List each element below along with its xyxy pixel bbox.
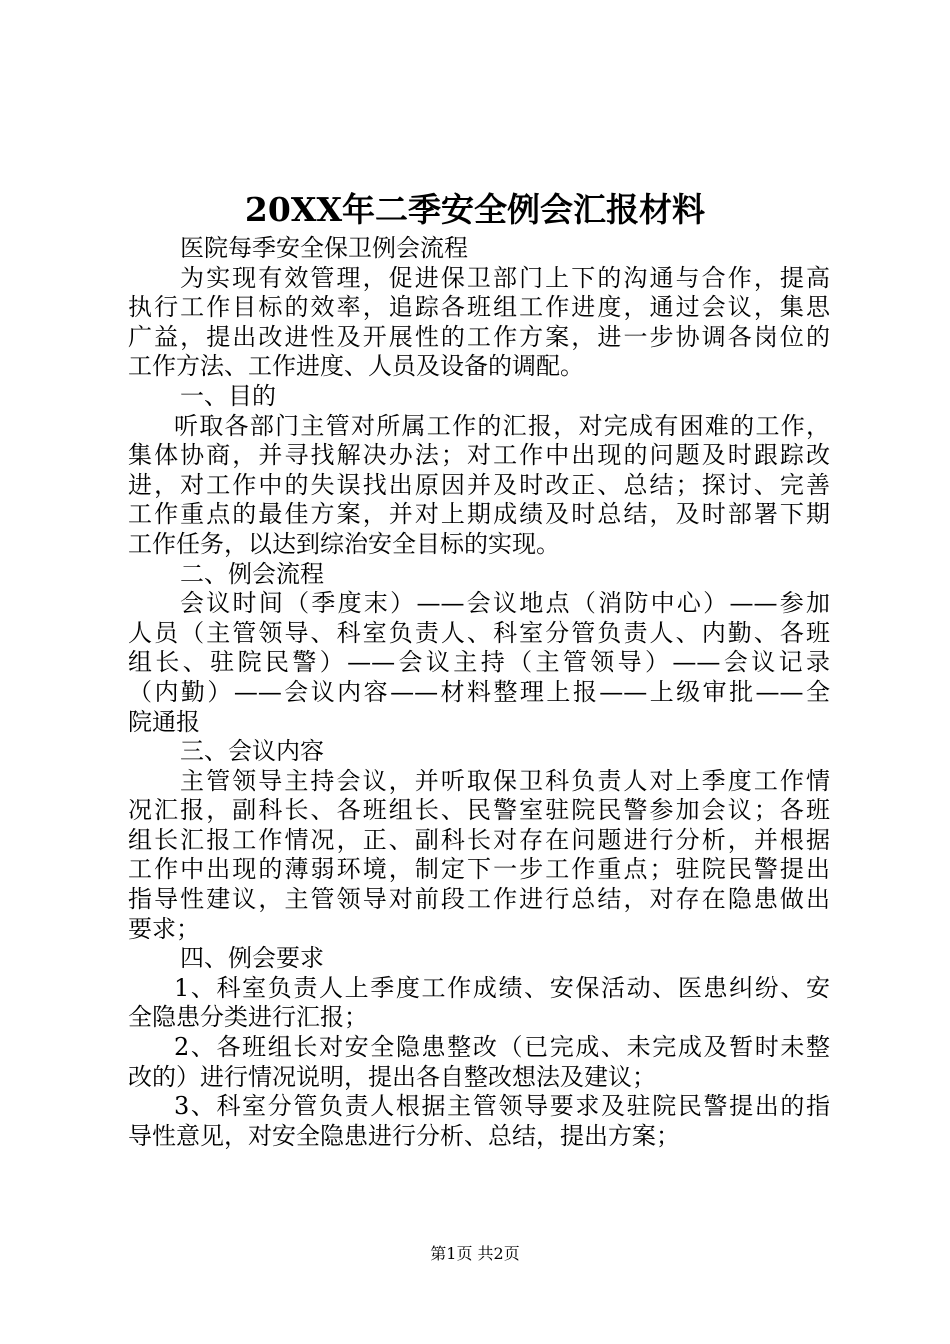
section-heading: 三、会议内容 — [180, 737, 324, 766]
text-line: 工作中出现的薄弱环境，制定下一步工作重点；驻院民警提出 — [128, 855, 830, 884]
text-line: 进，对工作中的失误找出原因并及时改正、总结；探讨、完善 — [128, 470, 830, 499]
text-line: 执行工作目标的效率，追踪各班组工作进度，通过会议，集思 — [128, 293, 830, 322]
text-line: 院通报 — [128, 707, 200, 736]
text-line: 全隐患分类进行汇报； — [128, 1003, 368, 1032]
text-line: 指导性建议，主管领导对前段工作进行总结，对存在隐患做出 — [128, 885, 830, 914]
text-line: 2、各班组长对安全隐患整改（已完成、未完成及暂时未整 — [174, 1033, 830, 1062]
section-heading: 四、例会要求 — [180, 944, 324, 973]
text-line: 改的）进行情况说明，提出各自整改想法及建议； — [128, 1062, 656, 1091]
section-heading: 二、例会流程 — [180, 559, 324, 588]
text-line: 为实现有效管理，促进保卫部门上下的沟通与合作，提高 — [180, 263, 830, 292]
text-line: 人员（主管领导、科室负责人、科室分管负责人、内勤、各班 — [128, 618, 830, 647]
text-line: 广益，提出改进性及开展性的工作方案，进一步协调各岗位的 — [128, 322, 830, 351]
section-heading: 一、目的 — [180, 381, 276, 410]
document-body — [128, 234, 830, 1151]
text-line: 工作方法、工作进度、人员及设备的调配。 — [128, 352, 584, 381]
text-line: 医院每季安全保卫例会流程 — [180, 234, 468, 262]
page-footer: 第1页 共2页 — [430, 1244, 520, 1263]
text-line: 要求； — [128, 914, 200, 943]
text-line: 工作重点的最佳方案，并对上期成绩及时总结，及时部署下期 — [128, 500, 830, 529]
text-line: 主管领导主持会议，并听取保卫科负责人对上季度工作情 — [180, 766, 830, 795]
text-line: 3、科室分管负责人根据主管领导要求及驻院民警提出的指 — [174, 1092, 830, 1121]
text-line: 况汇报，副科长、各班组长、民警室驻院民警参加会议；各班 — [128, 796, 830, 825]
text-line: 1、科室负责人上季度工作成绩、安保活动、医患纠纷、安 — [174, 973, 830, 1002]
text-line: 组长汇报工作情况，正、副科长对存在问题进行分析，并根据 — [128, 825, 830, 854]
text-line: 工作任务，以达到综治安全目标的实现。 — [128, 529, 560, 558]
text-line: 导性意见，对安全隐患进行分析、总结，提出方案； — [128, 1121, 680, 1150]
document-title: 20XX年二季安全例会汇报材料 — [244, 190, 706, 229]
text-line: 听取各部门主管对所属工作的汇报，对完成有困难的工作， — [174, 411, 830, 440]
text-line: 会议时间（季度末）——会议地点（消防中心）——参加 — [180, 589, 830, 618]
text-line: 集体协商，并寻找解决办法；对工作中出现的问题及时跟踪改 — [128, 441, 830, 470]
text-line: （内勤）——会议内容——材料整理上报——上级审批——全 — [128, 677, 830, 706]
text-line: 组长、驻院民警）——会议主持（主管领导）——会议记录 — [128, 648, 830, 677]
